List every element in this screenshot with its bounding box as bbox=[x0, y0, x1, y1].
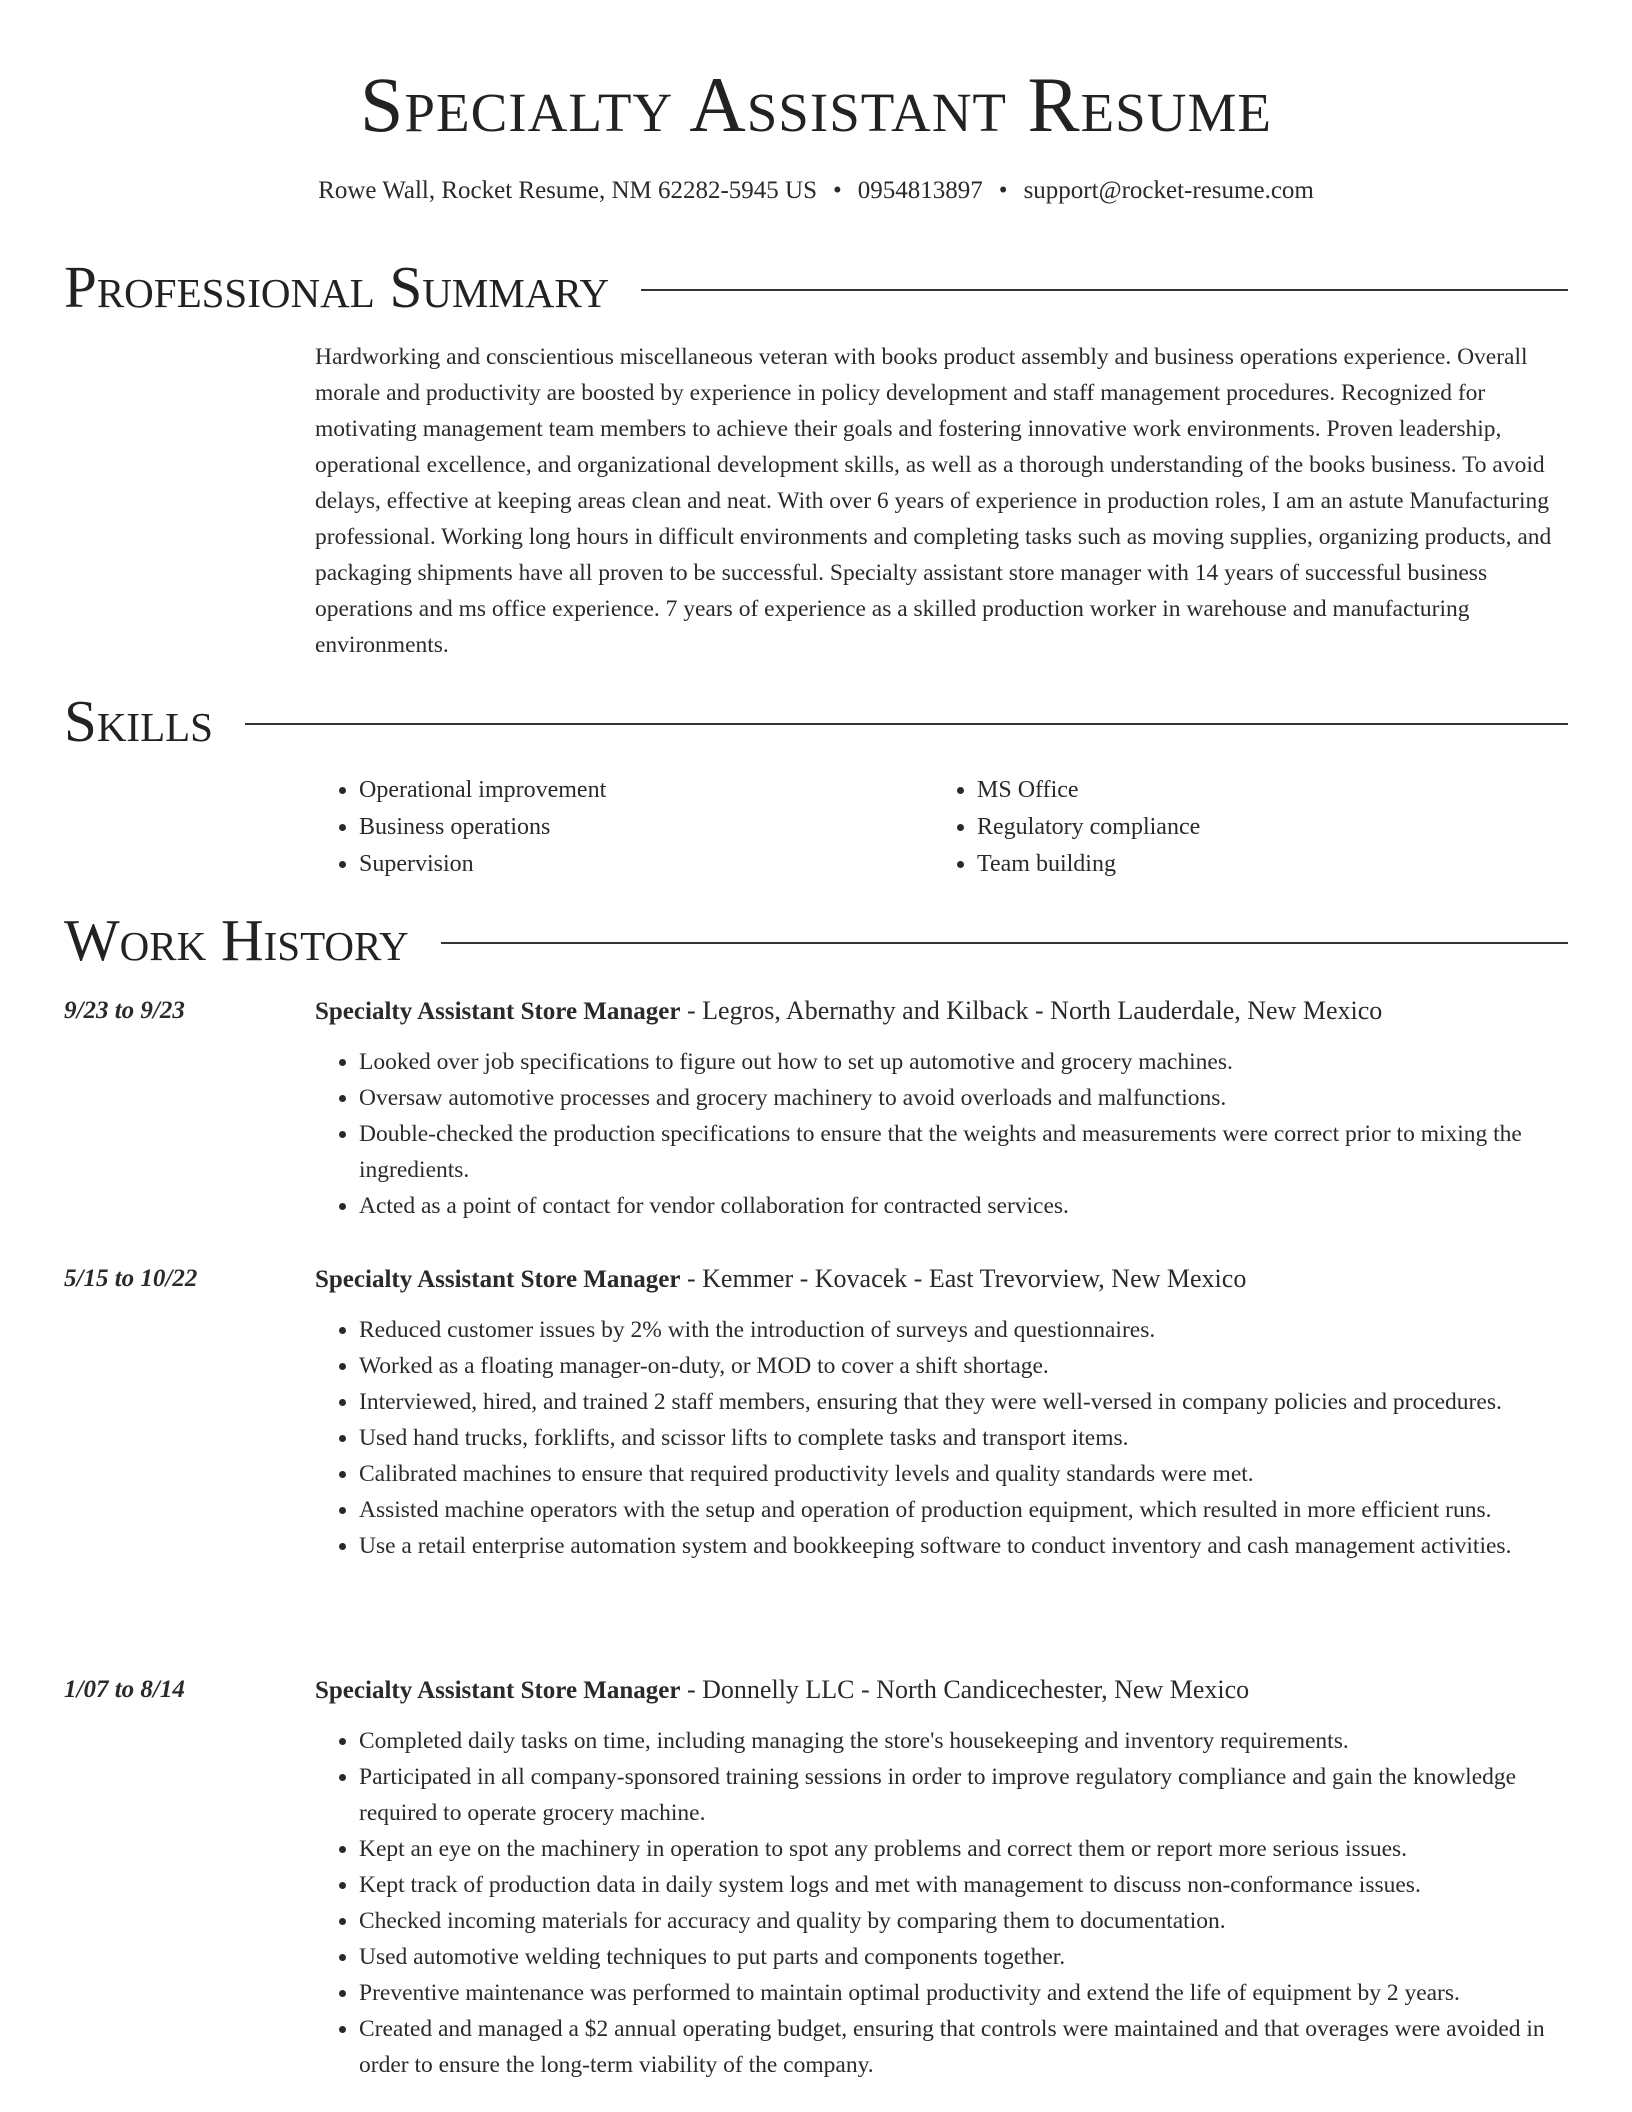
skill-item: • Regulatory compliance bbox=[977, 809, 1551, 846]
job-bullet: • Use a retail enterprise automation system and bookkeeping software to conduct inventory and cash management activities. bbox=[359, 1528, 1572, 1564]
job-bullets bbox=[315, 1044, 1572, 1224]
job-heading bbox=[315, 994, 1382, 1029]
resume-title: Specialty Assistant Resume bbox=[360, 61, 1272, 148]
job-dates: 9/23 to 9/23 bbox=[64, 997, 185, 1024]
job-bullet: • Double-checked the production specifications to ensure that the weights and measurements were correct prior to mixing the ingredients. bbox=[359, 1116, 1572, 1188]
contact-email: support@rocket-resume.com bbox=[1023, 177, 1314, 204]
contact-separator: • bbox=[833, 177, 842, 204]
summary-section-header bbox=[64, 252, 1568, 322]
job-bullet: • Oversaw automotive processes and grocery machinery to avoid overloads and malfunctions. bbox=[359, 1080, 1572, 1116]
job-bullet: • Interviewed, hired, and trained 2 staff members, ensuring that they were well-versed in company policies and procedures. bbox=[359, 1384, 1572, 1420]
job-dates: 1/07 to 8/14 bbox=[64, 1676, 185, 1703]
job-bullets bbox=[315, 1312, 1572, 1564]
job-bullet: • Checked incoming materials for accuracy and quality by comparing them to documentation. bbox=[359, 1903, 1572, 1939]
section-divider bbox=[245, 723, 1568, 725]
job-title: Specialty Assistant Store Manager bbox=[315, 1266, 681, 1293]
contact-address: Rowe Wall, Rocket Resume, NM 62282-5945 US bbox=[318, 177, 818, 204]
job-bullet: • Acted as a point of contact for vendor collaboration for contracted services. bbox=[359, 1188, 1572, 1224]
contact-separator: • bbox=[998, 177, 1008, 204]
skill-item: • Business operations bbox=[359, 809, 933, 846]
skill-item: • Supervision bbox=[359, 846, 933, 883]
job-bullet: • Calibrated machines to ensure that required productivity levels and quality standards were met. bbox=[359, 1456, 1572, 1492]
job-bullet: • Participated in all company-sponsored training sessions in order to improve regulatory compliance and gain the knowledge required to operate grocery machine. bbox=[359, 1759, 1572, 1831]
skill-item: • Operational improvement bbox=[359, 772, 933, 809]
section-divider bbox=[641, 289, 1568, 291]
job-company: - Donnelly LLC - North Candicechester, New Mexico bbox=[680, 1675, 1250, 1704]
skills-column-right bbox=[933, 772, 1551, 883]
section-divider bbox=[441, 942, 1568, 944]
job-bullet: • Reduced customer issues by 2% with the introduction of surveys and questionnaires. bbox=[359, 1312, 1572, 1348]
job-bullet: • Looked over job specifications to figure out how to set up automotive and grocery machines. bbox=[359, 1044, 1572, 1080]
job-heading bbox=[315, 1262, 1246, 1297]
skills-section-header bbox=[64, 686, 1568, 756]
job-bullet: • Kept an eye on the machinery in operation to spot any problems and correct them or report more serious issues. bbox=[359, 1831, 1572, 1867]
work-heading: Work History bbox=[64, 907, 409, 973]
job-bullet: • Kept track of production data in daily system logs and met with management to discuss non-conformance issues. bbox=[359, 1867, 1572, 1903]
skill-item: • MS Office bbox=[977, 772, 1551, 809]
job-bullet: • Used hand trucks, forklifts, and scissor lifts to complete tasks and transport items. bbox=[359, 1420, 1572, 1456]
job-bullets bbox=[315, 1723, 1572, 2083]
job-company: - Kemmer - Kovacek - East Trevorview, New Mexico bbox=[680, 1264, 1247, 1293]
work-section-header bbox=[64, 905, 1568, 975]
job-bullet: • Completed daily tasks on time, including managing the store's housekeeping and inventory requirements. bbox=[359, 1723, 1572, 1759]
summary-heading: Professional Summary bbox=[64, 254, 610, 320]
skills-column-left bbox=[315, 772, 933, 883]
contact-phone: 0954813897 bbox=[857, 177, 983, 204]
job-bullet: • Preventive maintenance was performed to maintain optimal productivity and extend the life of equipment by 2 years. bbox=[359, 1975, 1572, 2011]
job-title: Specialty Assistant Store Manager bbox=[315, 1677, 681, 1704]
job-heading bbox=[315, 1673, 1249, 1708]
job-bullet: • Created and managed a $2 annual operating budget, ensuring that controls were maintained and that overages were avoided in order to ensure the long-term viability of the company. bbox=[359, 2011, 1572, 2083]
job-bullet: • Used automotive welding techniques to put parts and components together. bbox=[359, 1939, 1572, 1975]
job-bullet: • Assisted machine operators with the setup and operation of production equipment, which resulted in more efficient runs. bbox=[359, 1492, 1572, 1528]
skills-list bbox=[315, 772, 1571, 883]
contact-line bbox=[0, 174, 1632, 208]
skill-item: • Team building bbox=[977, 846, 1551, 883]
job-bullet: • Worked as a floating manager-on-duty, or MOD to cover a shift shortage. bbox=[359, 1348, 1572, 1384]
job-title: Specialty Assistant Store Manager bbox=[315, 998, 681, 1025]
job-company: - Legros, Abernathy and Kilback - North Lauderdale, New Mexico bbox=[680, 996, 1383, 1025]
job-dates: 5/15 to 10/22 bbox=[64, 1265, 198, 1292]
skills-heading: Skills bbox=[64, 688, 213, 754]
summary-text: Hardworking and conscientious miscellaneous veteran with books product assembly and business operations experience. Overall morale and productivity are boosted by experience in policy development and staff management procedures. Recognized for motivating management team members to achieve their goals and fostering innovative work environments. Proven leadership, operational excellence, and organizational development skills, as well as a thorough understanding of the books business. To avoid delays, effective at keeping areas clean and neat. With over 6 years of experience in production roles, I am an astute Manufacturing professional. Working long hours in difficult environments and completing tasks such as moving supplies, organizing products, and packaging shipments have all proven to be successful. Specialty assistant store manager with 14 years of successful business operations and ms office experience. 7 years of experience as a skilled production worker in warehouse and manufacturing environments. bbox=[315, 344, 1552, 658]
